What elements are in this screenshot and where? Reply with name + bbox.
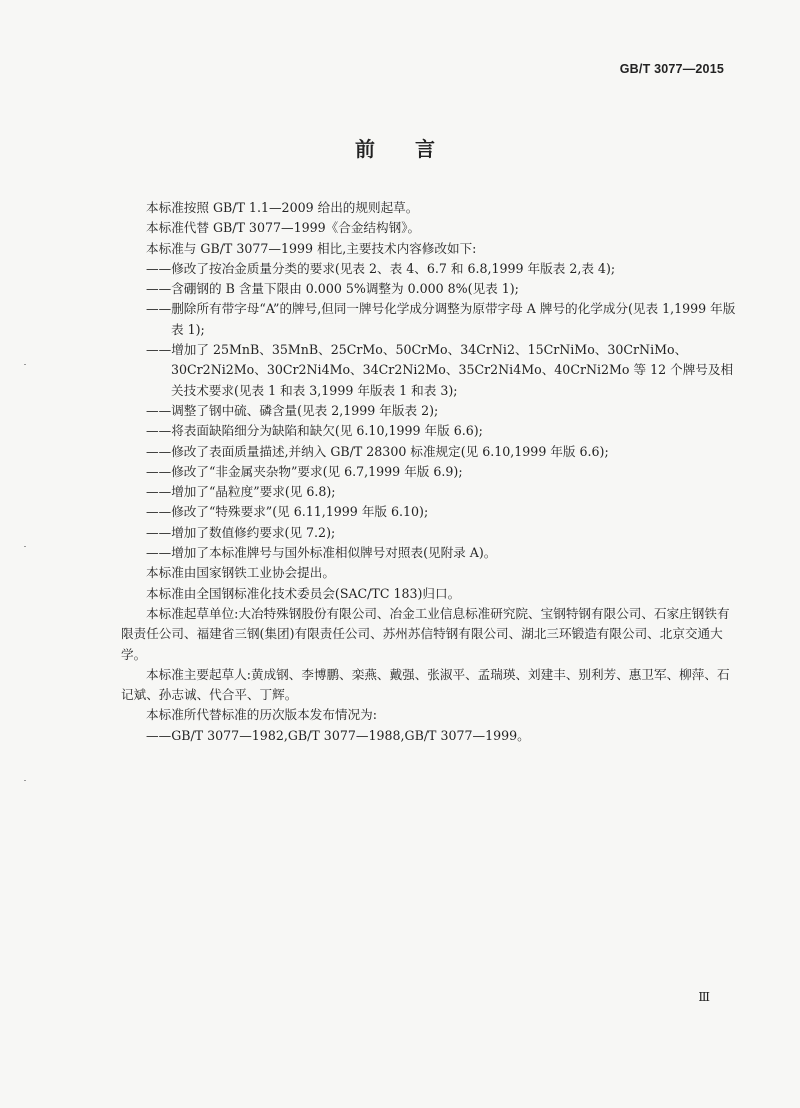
paragraph: 本标准与 GB/T 3077—1999 相比,主要技术内容修改如下: xyxy=(146,240,477,256)
page-number: Ⅲ xyxy=(698,990,710,1004)
drafting-units: 本标准起草单位:大冶特殊钢股份有限公司、冶金工业信息标准研究院、宝钢特钢有限公司、石家庄钢铁有限责任公司、福建省三钢(集团)有限责任公司、苏州苏信特钢有限公司、湖北三环锻造有限公司、北京交通大学。 xyxy=(121,605,730,662)
document-body xyxy=(121,198,736,746)
change-item: ——修改了表面质量描述,并纳入 GB/T 28300 标准规定(见 6.10,1999 年版 6.6); xyxy=(146,443,609,459)
scan-mark xyxy=(24,364,26,365)
history-list: ——GB/T 3077—1982,GB/T 3077—1988,GB/T 3077—1999。 xyxy=(146,727,530,743)
centralized-by: 本标准由全国钢标准化技术委员会(SAC/TC 183)归口。 xyxy=(146,585,461,601)
proposed-by: 本标准由国家钢铁工业协会提出。 xyxy=(146,565,335,581)
history-intro: 本标准所代替标准的历次版本发布情况为: xyxy=(146,707,377,723)
change-item: ——修改了“特殊要求”(见 6.11,1999 年版 6.10); xyxy=(146,504,429,520)
page-title: 前言 xyxy=(355,137,475,161)
change-item: ——将表面缺陷细分为缺陷和缺欠(见 6.10,1999 年版 6.6); xyxy=(146,423,483,439)
standard-number: GB/T 3077—2015 xyxy=(619,62,724,76)
paragraph: 本标准代替 GB/T 3077—1999《合金结构钢》。 xyxy=(146,220,421,236)
scan-mark xyxy=(24,546,26,547)
change-item: ——增加了“晶粒度”要求(见 6.8); xyxy=(146,484,336,500)
scan-mark xyxy=(24,780,26,781)
change-item: ——增加了 25MnB、35MnB、25CrMo、50CrMo、34CrNi2、15CrNiMo、30CrNiMo、30Cr2Ni2Mo、30Cr2Ni4Mo、34Cr2Ni2Mo、35Cr2Ni4Mo、40CrNi2Mo 等 12 个牌号及相关技术要求(见表 1 和表 3,1999 年版表 1 和表 3); xyxy=(146,342,734,398)
change-item: ——删除所有带字母“A”的牌号,但同一牌号化学成分调整为原带字母 A 牌号的化学成分(见表 1,1999 年版表 1); xyxy=(146,301,736,337)
paragraph: 本标准按照 GB/T 1.1—2009 给出的规则起草。 xyxy=(146,200,419,215)
change-item: ——含硼钢的 B 含量下限由 0.000 5%调整为 0.000 8%(见表 1); xyxy=(146,281,519,297)
change-item: ——修改了按冶金质量分类的要求(见表 2、表 4、6.7 和 6.8,1999 年版表 2,表 4); xyxy=(146,260,616,276)
drafters: 本标准主要起草人:黄成钢、李博鹏、栾燕、戴强、张淑平、孟瑞瑛、刘建丰、别利芳、惠卫军、柳萍、石记斌、孙志诚、代合平、丁辉。 xyxy=(121,666,730,703)
change-item: ——增加了数值修约要求(见 7.2); xyxy=(146,524,336,540)
change-item: ——增加了本标准牌号与国外标准相似牌号对照表(见附录 A)。 xyxy=(146,545,497,561)
change-item: ——修改了“非金属夹杂物”要求(见 6.7,1999 年版 6.9); xyxy=(146,463,463,479)
change-item: ——调整了钢中硫、磷含量(见表 2,1999 年版表 2); xyxy=(146,402,439,418)
